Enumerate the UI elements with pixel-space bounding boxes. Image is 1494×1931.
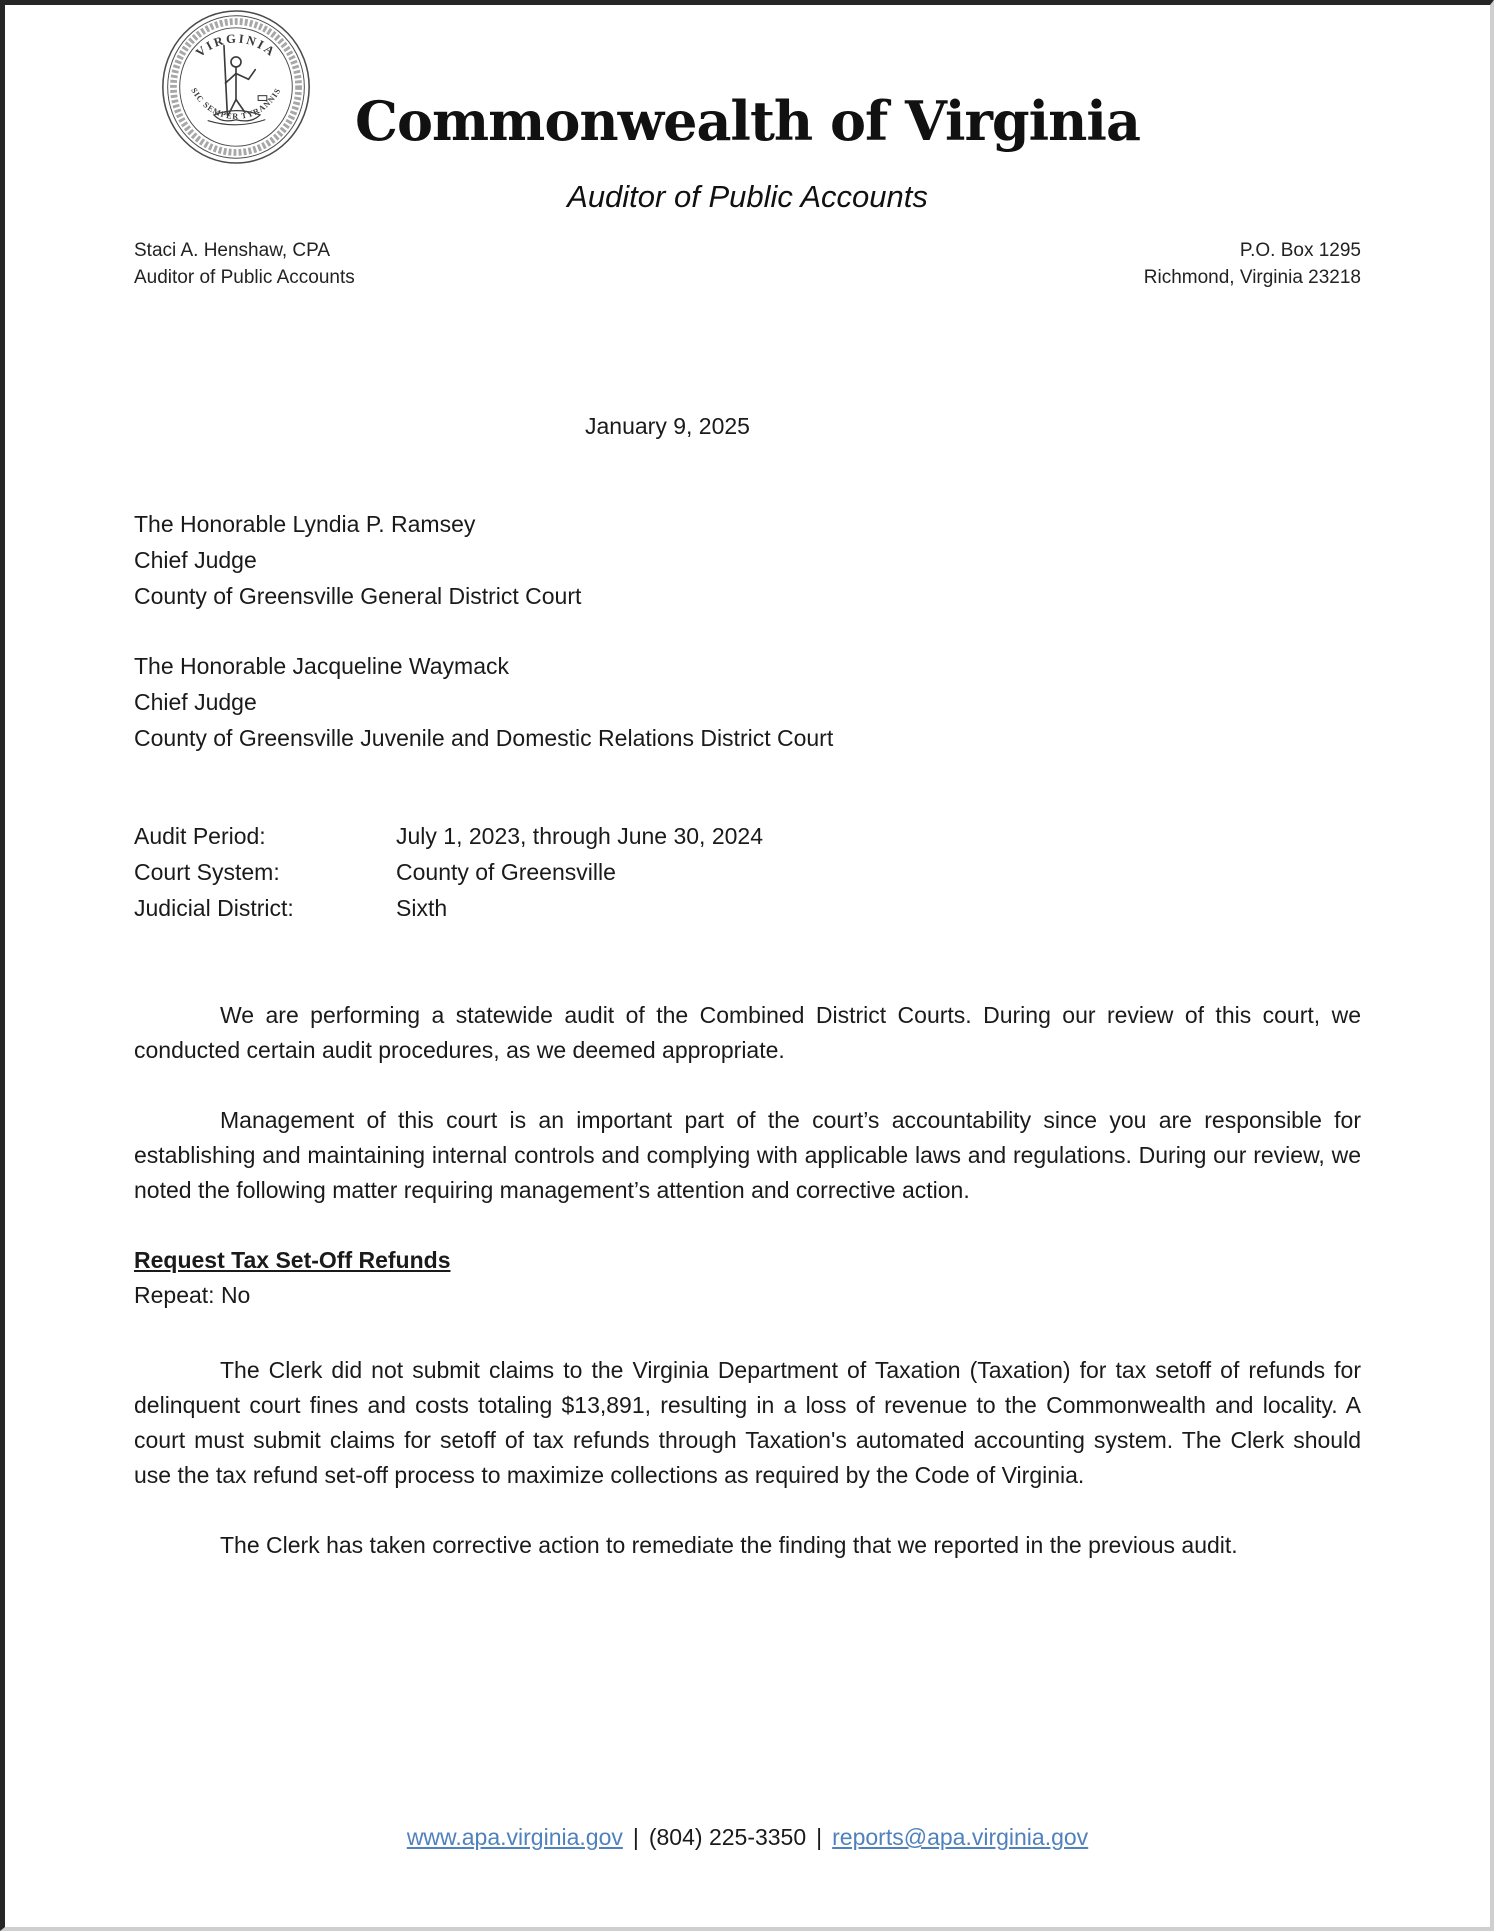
letterhead-title: Commonwealth of Virginia <box>355 89 1140 153</box>
recipient-block-2 <box>134 648 1361 756</box>
finding-repeat-status: Repeat: No <box>134 1282 251 1308</box>
office-address <box>1144 237 1361 291</box>
letter-body <box>134 998 1361 1563</box>
auditor-title: Auditor of Public Accounts <box>134 267 355 288</box>
paragraph-intro: We are performing a statewide audit of the Combined District Courts. During our review of this court, we conducted certain audit procedures, as we deemed appropriate. <box>134 1002 1361 1063</box>
footer-separator: | <box>816 1824 823 1850</box>
auditor-identity <box>134 237 355 291</box>
recipient-court: County of Greensville Juvenile and Domestic Relations District Court <box>134 725 834 751</box>
svg-text:VIRGINIA <box>193 31 279 59</box>
letterhead-subtitle: Auditor of Public Accounts <box>567 179 928 214</box>
letterhead <box>134 5 1361 305</box>
audit-period-value: July 1, 2023, through June 30, 2024 <box>396 823 764 849</box>
address-city-state-zip: Richmond, Virginia 23218 <box>1143 267 1361 288</box>
recipient-role: Chief Judge <box>134 689 257 715</box>
finding-paragraph-corrective: The Clerk has taken corrective action to remediate the finding that we reported in the previous audit. <box>220 1532 1238 1558</box>
court-system-label: Court System: <box>134 859 280 885</box>
address-po-box: P.O. Box 1295 <box>1239 240 1361 261</box>
recipient-court: County of Greensville General District Court <box>134 583 582 609</box>
court-system-value: County of Greensville <box>396 859 616 885</box>
audit-detail-row <box>134 854 1361 890</box>
paragraph-management: Management of this court is an important part of the court’s accountability since you are responsible for establishing and maintaining internal controls and complying with applicable laws and regulations. During our review, we noted the following matter requiring management’s attention and corrective action. <box>134 1107 1361 1203</box>
recipient-block-1 <box>134 506 1361 614</box>
audit-detail-row <box>134 890 1361 926</box>
judicial-district-value: Sixth <box>396 895 448 921</box>
email-link[interactable]: reports@apa.virginia.gov <box>832 1824 1089 1850</box>
website-link[interactable]: www.apa.virginia.gov <box>406 1824 623 1850</box>
audit-detail-row <box>134 818 1361 854</box>
audit-period-label: Audit Period: <box>134 823 266 849</box>
seal-top-text: VIRGINIA <box>193 31 279 60</box>
footer-separator: | <box>632 1824 639 1850</box>
recipients <box>134 506 1361 756</box>
finding-paragraph-detail: The Clerk did not submit claims to the Virginia Department of Taxation (Taxation) for tax setoff of refunds for delinquent court fines and costs totaling $13,891, resulting in a loss of revenue to the Commonwealth and locality. A court must submit claims for setoff of tax refunds through Taxation's automated accounting system. The Clerk should use the tax refund set-off process to maximize collections as required by the Code of Virginia. <box>134 1357 1361 1488</box>
letterhead-info-row <box>134 237 1361 291</box>
audit-details <box>134 818 1361 926</box>
phone-number: (804) 225-3350 <box>648 1824 807 1850</box>
judicial-district-label: Judicial District: <box>134 895 294 921</box>
virginia-state-seal-icon <box>159 7 313 167</box>
recipient-role: Chief Judge <box>134 547 257 573</box>
recipient-name: The Honorable Jacqueline Waymack <box>134 653 509 679</box>
letter-date: January 9, 2025 <box>585 413 750 439</box>
masthead <box>134 85 1361 215</box>
seal-bottom-text: SIC SEMPER TYRANNIS <box>189 86 283 121</box>
contact-footer <box>5 1824 1490 1851</box>
recipient-name: The Honorable Lyndia P. Ramsey <box>134 511 476 537</box>
finding-heading: Request Tax Set-Off Refunds <box>134 1247 451 1273</box>
auditor-name: Staci A. Henshaw, CPA <box>134 240 331 261</box>
